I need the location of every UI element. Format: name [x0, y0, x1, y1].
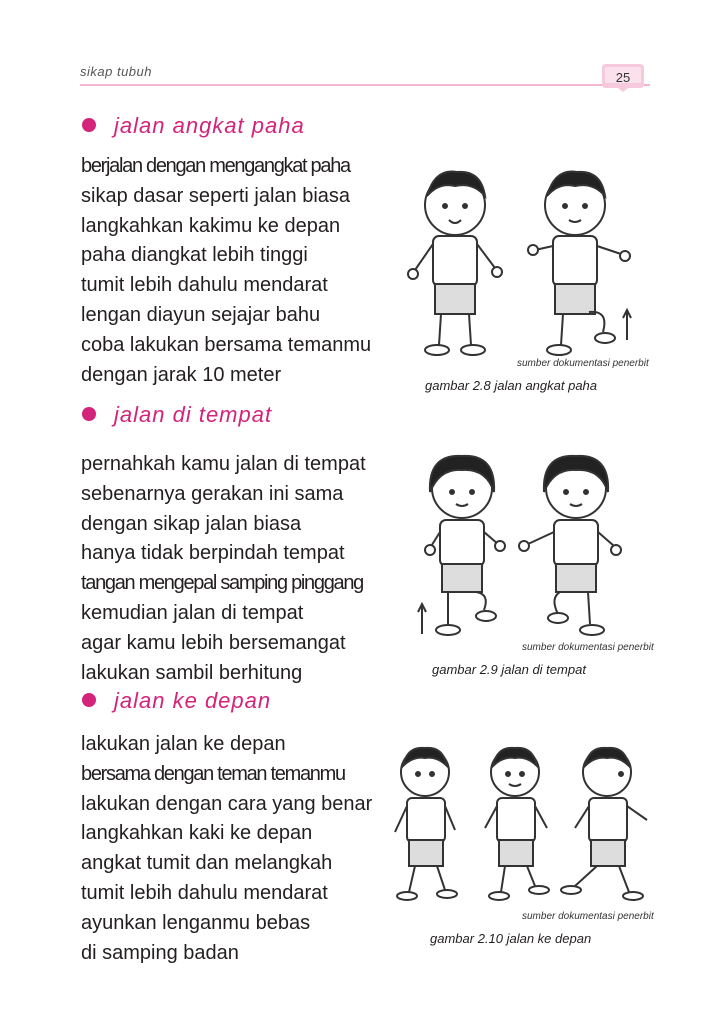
- image-credit: sumber dokumentasi penerbit: [522, 911, 654, 922]
- section-title-jalan-di-tempat: jalan di tempat: [82, 402, 272, 428]
- text-line: lengan diayun sejajar bahu: [81, 303, 321, 326]
- text-line: tangan mengepal samping pinggang: [81, 572, 363, 595]
- section-title-jalan-ke-depan: jalan ke depan: [82, 688, 271, 714]
- figure-caption: gambar 2.8 jalan angkat paha: [425, 378, 598, 393]
- section-text-jalan-ke-depan: [81, 730, 381, 968]
- section-text-jalan-di-tempat: [81, 450, 381, 688]
- text-line: lakukan sambil berhitung: [81, 661, 303, 684]
- text-line: bersama dengan teman temanmu: [81, 762, 345, 785]
- text-line: kemudian jalan di tempat: [81, 601, 304, 624]
- text-line: angkat tumit dan melangkah: [81, 852, 333, 875]
- text-line: sikap dasar seperti jalan biasa: [81, 184, 351, 207]
- header-rule: [80, 84, 650, 86]
- section-text-jalan-angkat-paha: [81, 152, 381, 390]
- text-line: dengan sikap jalan biasa: [81, 512, 302, 535]
- illustration-jalan-di-tempat: [400, 448, 650, 643]
- text-line: di samping badan: [81, 941, 239, 964]
- text-line: lakukan dengan cara yang benar: [81, 792, 373, 815]
- section-title-jalan-angkat-paha: jalan angkat paha: [82, 113, 305, 139]
- text-line: langkahkan kakimu ke depan: [81, 214, 341, 237]
- text-line: lakukan jalan ke depan: [81, 733, 286, 755]
- text-line: coba lakukan bersama temanmu: [81, 333, 372, 356]
- figure-caption: gambar 2.10 jalan ke depan: [430, 931, 592, 946]
- text-line: paha diangkat lebih tinggi: [81, 244, 308, 267]
- text-line: ayunkan lenganmu bebas: [81, 911, 311, 934]
- text-line: langkahkan kaki ke depan: [81, 822, 313, 845]
- text-line: berjalan dengan mengangkat paha: [81, 155, 350, 177]
- text-line: hanya tidak berpindah tempat: [81, 542, 345, 565]
- text-line: tumit lebih dahulu mendarat: [81, 881, 328, 904]
- bullet-icon: [82, 407, 96, 421]
- text-line: agar kamu lebih bersemangat: [81, 631, 346, 654]
- bullet-icon: [82, 693, 96, 707]
- text-line: dengan jarak 10 meter: [81, 363, 282, 386]
- illustration-jalan-angkat-paha: [395, 160, 655, 360]
- text-line: tumit lebih dahulu mendarat: [81, 274, 328, 297]
- text-line: pernahkah kamu jalan di tempat: [81, 453, 366, 475]
- image-credit: sumber dokumentasi penerbit: [517, 358, 649, 369]
- image-credit: sumber dokumentasi penerbit: [522, 642, 654, 653]
- illustration-jalan-ke-depan: [385, 740, 655, 905]
- running-header: sikap tubuh: [80, 64, 152, 79]
- bullet-icon: [82, 118, 96, 132]
- text-line: sebenarnya gerakan ini sama: [81, 482, 344, 505]
- figure-caption: gambar 2.9 jalan di tempat: [432, 662, 586, 677]
- page-number: 25: [615, 70, 631, 85]
